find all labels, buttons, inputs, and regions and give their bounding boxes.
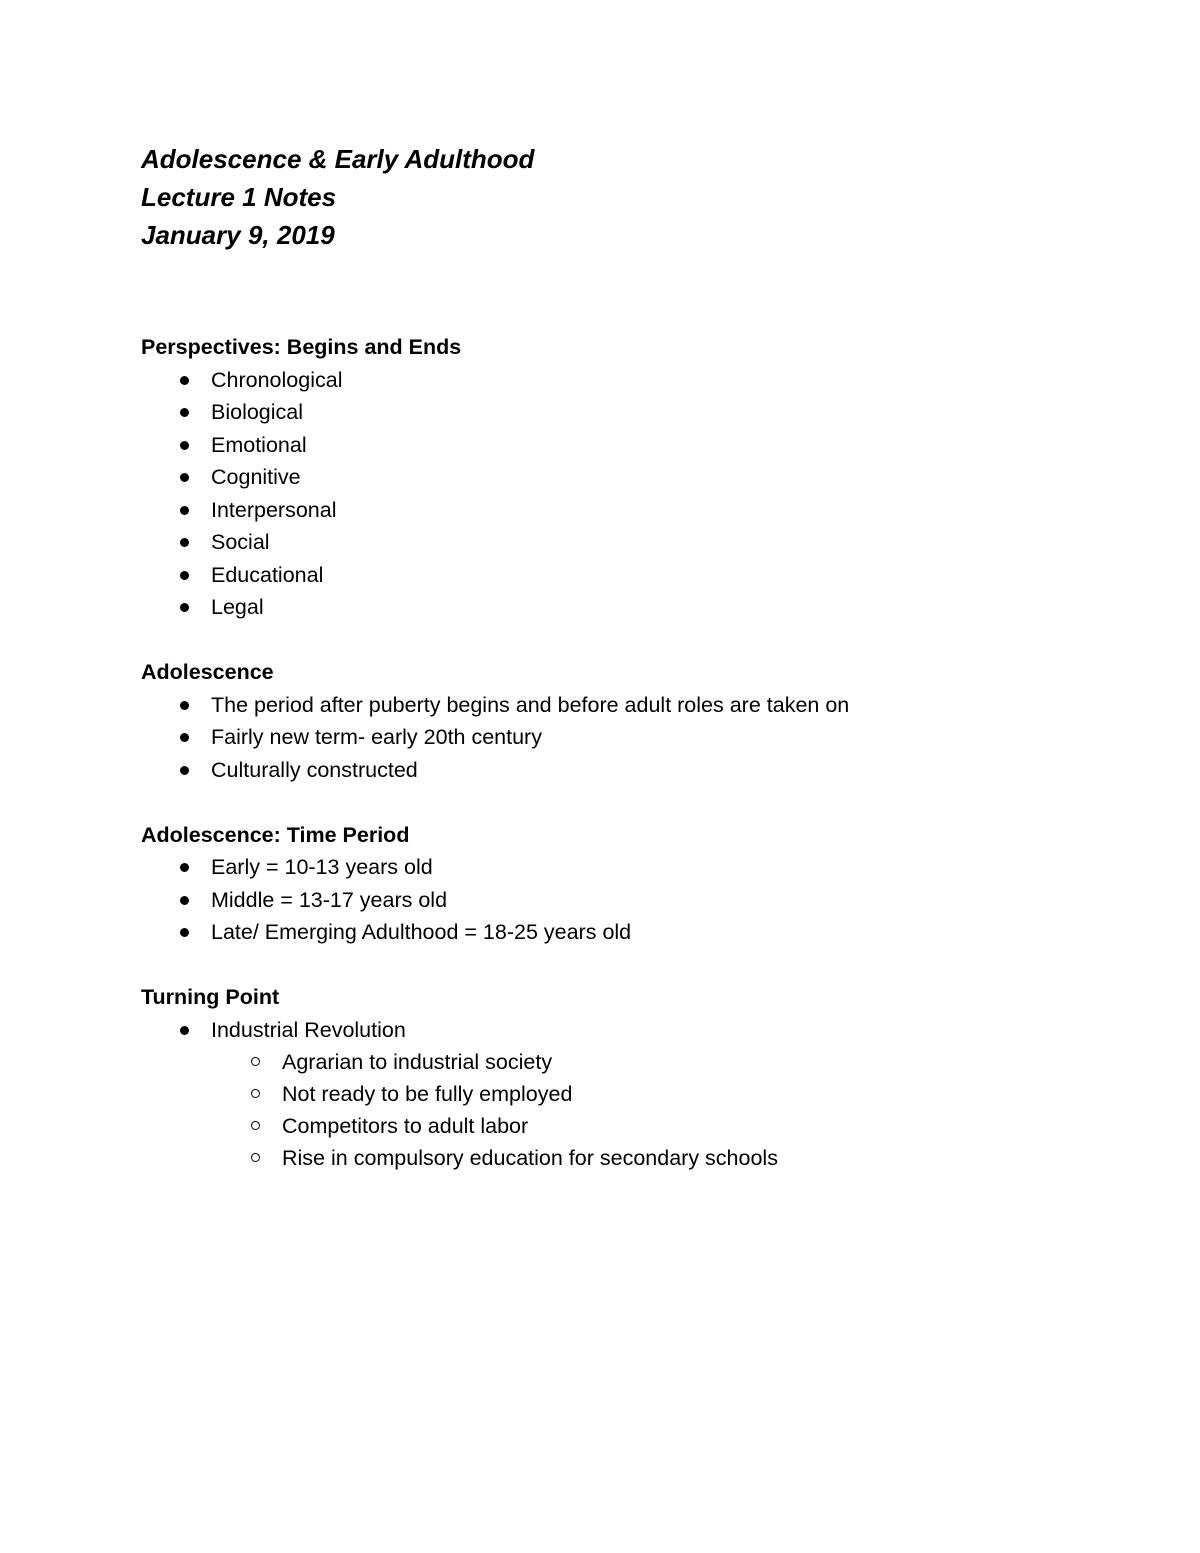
list-item-text: Biological [211,400,304,424]
sub-list-item [141,1078,1141,1110]
bullet-dot-icon [180,506,189,515]
section-heading: Adolescence [141,660,274,684]
sub-list-item-text: Agrarian to industrial society [282,1050,553,1074]
list-item [141,591,1141,624]
section-heading: Perspectives: Begins and Ends [141,335,462,359]
section-gap [141,624,1141,657]
list-item [141,429,1141,462]
list-item [141,396,1141,429]
bullet-dot-icon [180,1026,189,1035]
bullet-list [141,1014,1141,1175]
list-item-text: Late/ Emerging Adulthood = 18-25 years old [211,920,632,944]
bullet-dot-icon [180,603,189,612]
section-heading: Turning Point [141,985,280,1009]
sub-list-item-text: Competitors to adult labor [282,1114,529,1138]
bullet-dot-icon [180,733,189,742]
list-item [141,721,1141,754]
list-item [141,494,1141,527]
section-turning-point [141,981,1141,1174]
list-item-text: Fairly new term- early 20th century [211,725,542,749]
list-item [141,461,1141,494]
list-item [141,1014,1141,1175]
section-heading: Adolescence: Time Period [141,822,410,847]
list-item [141,916,1141,949]
list-item [141,689,1141,722]
bullet-dot-icon [180,766,189,775]
document-title-lecture: Lecture 1 Notes [141,182,337,212]
list-item-text: Cognitive [211,465,301,489]
sub-list-item-text: Not ready to be fully employed [282,1082,573,1106]
bullet-dot-icon [180,376,189,385]
list-item-text: Educational [211,562,324,587]
list-item-text: The period after puberty begins and before adult roles are taken on [211,692,850,717]
list-item-text: Social [211,530,270,554]
bullet-dot-icon [180,863,189,872]
list-item [141,526,1141,559]
bullet-dot-icon [180,701,189,710]
list-item-text: Legal [211,595,264,619]
hollow-bullet-icon [251,1153,260,1162]
hollow-bullet-icon [251,1121,260,1130]
bullet-dot-icon [180,538,189,547]
sub-list-item [141,1142,1141,1174]
list-item [141,754,1141,787]
list-item-text: Emotional [211,432,307,457]
sub-list-item [141,1046,1141,1078]
document-title-course: Adolescence & Early Adulthood [141,144,535,174]
list-item [141,559,1141,592]
title-spacer [141,254,1141,331]
bullet-dot-icon [180,473,189,482]
bullet-list [141,689,1141,787]
bullet-dot-icon [180,408,189,417]
sub-list-item-text: Rise in compulsory education for secondary schools [282,1146,778,1170]
list-item-text: Industrial Revolution [211,1017,406,1042]
hollow-bullet-icon [251,1057,260,1066]
bullet-dot-icon [180,441,189,450]
list-item-text: Early = 10-13 years old [211,855,433,879]
section-adolescence [141,656,1141,786]
list-item-text: Chronological [211,367,343,392]
bullet-dot-icon [180,571,189,580]
list-item [141,851,1141,884]
section-perspectives [141,331,1141,624]
bullet-list [141,364,1141,624]
list-item [141,884,1141,917]
section-gap [141,786,1141,819]
bullet-list [141,851,1141,949]
bullet-dot-icon [180,896,189,905]
section-gap [141,949,1141,982]
list-item-text: Interpersonal [211,497,337,522]
document-title-date: January 9, 2019 [141,220,335,250]
bullet-dot-icon [180,928,189,937]
sub-list-item [141,1110,1141,1142]
document-page [141,140,1141,1174]
list-item [141,364,1141,397]
section-time-period [141,819,1141,949]
sub-bullet-list [211,1046,1141,1174]
list-item-text: Culturally constructed [211,757,418,782]
list-item-text: Middle = 13-17 years old [211,887,448,912]
hollow-bullet-icon [251,1089,260,1098]
